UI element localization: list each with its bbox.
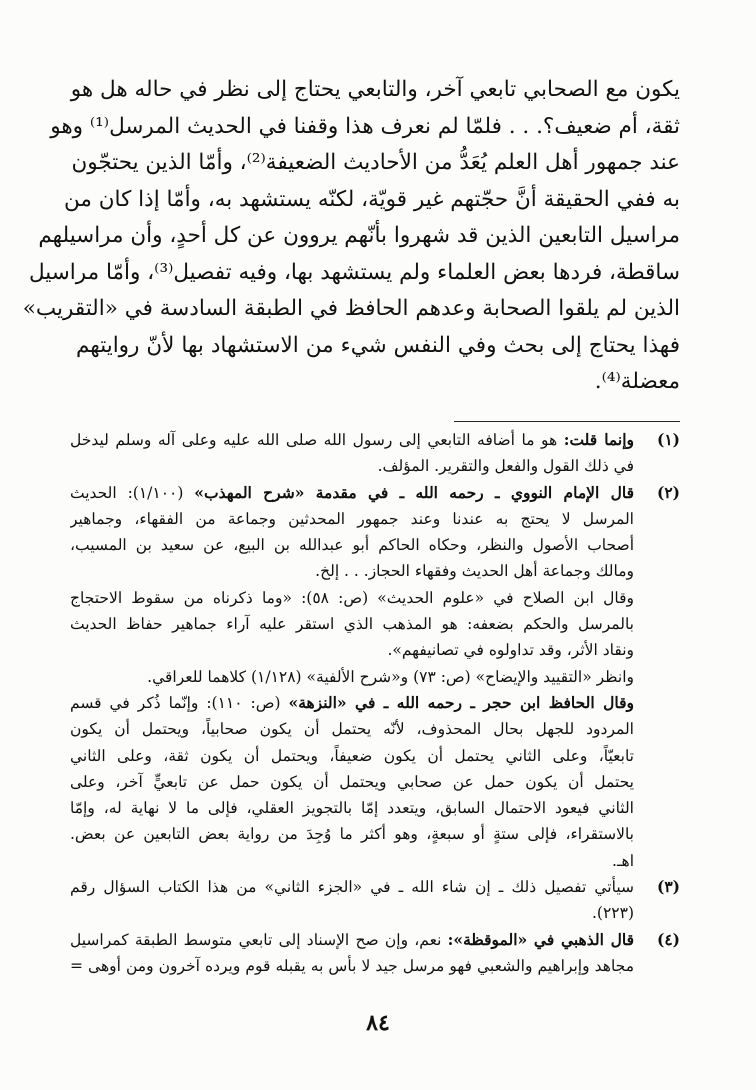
main-line: معضلة⁽⁴⁾. <box>594 369 680 394</box>
footnote-4 <box>70 927 680 980</box>
footnote-line: وقال ابن الصلاح في «علوم الحديث» (ص: ٥٨): «وما ذكرناه من سقوط الاحتجاج <box>70 588 634 607</box>
footnote-separator <box>454 421 680 422</box>
footnote-line: اهـ. <box>612 851 634 870</box>
footnote-line: ونقاد الأثر، وقد تداولوه في تصانيفهم». <box>387 641 634 660</box>
footnote-2 <box>70 480 680 874</box>
footnote-number: (٣) <box>656 877 680 897</box>
footnote-line: وقال الحافظ ابن حجر ـ رحمه الله ـ في «النزهة» (ص: ١١٠): وإنّما ذُكر في قسم <box>70 692 634 712</box>
footnote-line: تابعيّاً، وعلى الثاني يحتمل أن يكون ضعيفاً، ويحتمل أن يكون ثقة، وعلى الثاني <box>70 746 634 765</box>
main-line: ثقة، أم ضعيف؟. . . فلمّا لم نعرف هذا وقفنا في الحديث المرسل⁽¹⁾ وهو <box>50 113 680 139</box>
footnote-line: ومالك وجماعة أهل الحديث وفقهاء الحجاز. . . إلخ. <box>315 562 634 581</box>
footnote-line: (٢٢٣). <box>591 904 634 923</box>
footnote-line: أصحاب الأصول والنظر، وحكاه الحاكم أبو عبدالله بن البيع، عن سعيد بن المسيب، <box>70 536 634 555</box>
footnote-1 <box>70 427 680 480</box>
footnotes <box>70 427 680 979</box>
footnote-line: يحتمل أن يكون حمل عن صحابي ويحتمل أن يكون حمل عن تابعيٍّ آخر، وعلى <box>70 772 634 791</box>
footnote-line: وانظر «التقييد والإيضاح» (ص: ٧٣) و«شرح الألفية» (١/١٢٨) كلاهما للعراقي. <box>147 667 634 686</box>
footnote-3 <box>70 874 680 927</box>
footnote-line: المردود للجهل بحال المحذوف، لأنّه يحتمل أن يكون صحابياً، ويحتمل أن يكون <box>70 720 634 739</box>
footnote-number: (٤) <box>656 929 680 949</box>
footnote-line: قال الإمام النووي ـ رحمه الله ـ في مقدمة «شرح المهذب» (١/١٠٠): الحديث <box>70 482 634 502</box>
main-line: ساقطة، فردها بعض العلماء ولم يستشهد بها، وفيه تفصيل⁽³⁾، وأمّا مراسيل <box>29 259 680 285</box>
footnote-line: بالمرسل والحكم بضعفه: هو المذهب الذي استقر عليه آراء جماهير حفاظ الحديث <box>70 615 634 634</box>
footnote-line: قال الذهبي في «الموقظة»: نعم، وإن صح الإسناد إلى تابعي متوسط الطبقة كمراسيل <box>70 929 634 949</box>
main-line: فهذا يحتاج إلى بحث وفي النفس شيء من الاستشهاد بها لأنّ روايتهم <box>76 332 680 358</box>
page-number: ٨٤ <box>366 1010 390 1036</box>
footnote-line: بالاستقراء، فإلى ستةٍ أو سبعةٍ، وهو أكثر ما وُجِدَ من رواية بعض التابعين عن بعض. <box>70 825 634 844</box>
main-line: عند جمهور أهل العلم يُعَدُّ من الأحاديث الضعيفة⁽²⁾، وأمّا الذين يحتجّون <box>71 150 680 175</box>
footnote-line: المرسل لا يحتج به عندنا وعند جمهور المحدثين وجماعة من الفقهاء، وجماهير <box>70 509 634 528</box>
main-line: الذين لم يلقوا الصحابة وعدهم الحافظ في الطبقة السادسة في «التقريب» <box>22 296 680 321</box>
footnote-line: وإنما قلت: هو ما أضافه التابعي إلى رسول الله صلى الله عليه وعلى آله وسلم ليدخل <box>70 430 634 449</box>
footnote-line: الثاني فيعود الاحتمال السابق، ويتعدد إمّا بالتجويز العقلي، فإلى ما لا نهاية له، وإمّا <box>70 799 634 818</box>
main-line: يكون مع الصحابي تابعي آخر، والتابعي يحتاج إلى نظر في حاله هل هو <box>70 77 680 102</box>
main-line: به ففي الحقيقة أنَّ حجّتهم غير قويّة، لكنّه يستشهد به، وأمّا إذا كان من <box>64 186 680 212</box>
footnote-line: في ذلك القول والفعل والتقرير. المؤلف. <box>377 457 634 476</box>
footnote-number: (٢) <box>656 482 680 502</box>
footnote-number: (١) <box>656 430 680 449</box>
main-line: مراسيل التابعين الذين قد شهروا بأنّهم يروون عن كل أحدٍ، وأن مراسيلهم <box>38 223 680 248</box>
footnote-line: سيأتي تفصيل ذلك ـ إن شاء الله ـ في «الجزء الثاني» من هذا الكتاب السؤال رقم <box>70 878 634 897</box>
main-paragraph <box>22 72 680 401</box>
footnote-line: مجاهد وإبراهيم والشعبي فهو مرسل جيد لا بأس به يقبله قوم ويرده آخرون ومن أوهى = <box>70 956 634 975</box>
main-text <box>22 72 680 401</box>
